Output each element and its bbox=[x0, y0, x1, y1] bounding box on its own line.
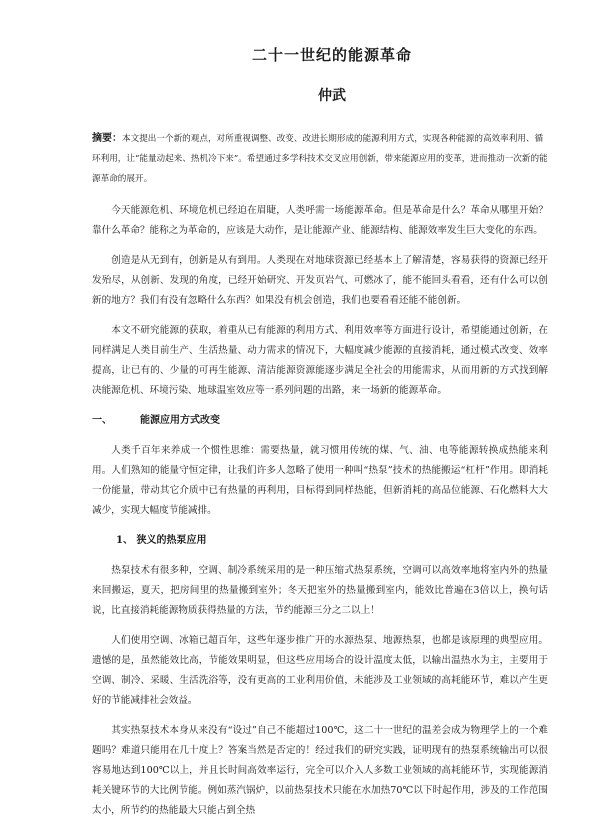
body-paragraph: 今天能源危机、环境危机已经迫在眉睫，人类呼需一场能源革命。但是革命是什么？革命从哪里开始？靠什么革命？能称之为革命的，应该是大动作，是让能源产业、能源结构、能源效率发生巨大变化的东西。 bbox=[92, 205, 548, 236]
section-heading bbox=[92, 411, 548, 431]
paper-title: 二十一世纪的能源革命 bbox=[251, 46, 412, 64]
abstract bbox=[92, 129, 548, 189]
body-paragraph: 其实热泵技术本身从来没有“设过”自己不能超过100℃，这二十一世纪的温差会成为物理学上的一个难题吗？难道只能用在几十度上？答案当然是否定的！经过我们的研究实践，证明现有的热泵系统输出可以很容易地达到100℃以上，并且长时间高效率运行，完全可以介入人多数工业领域的高耗能环节，实现能源消耗关键环节的大比例节能。例如蒸汽锅炉，以前热泵技术只能在水加热70℃以下时起作用，涉及的工作范围太小，所节约的热能最大只能占到全热 bbox=[92, 725, 548, 816]
paper-author: 仲武 bbox=[318, 88, 346, 104]
abstract-label: 摘要： bbox=[92, 133, 122, 144]
section-title: 能源应用方式改变 bbox=[140, 415, 220, 426]
abstract-text: 本文提出一个新的观点，对所重视调整、改变、改进长期形成的能源利用方式，实现各种能源的高效率利用、循环利用，让“能量动起来、热机冷下来”。希望通过多学科技术交叉应用创新，带来能源应用的变革，进而推动一次新的能源革命的展开。 bbox=[92, 134, 548, 184]
body-paragraph: 人们使用空调、冰箱已超百年，这些年逐步推广开的水源热泵、地源热泵，也都是该原理的典型应用。遗憾的是，虽然能效比高，节能效果明显，但这些应用场合的设计温度太低，以输出温热水为主，主要用于空调、制冷、采暖、生活洗浴等，没有更高的工业利用价值，未能涉及工业领域的高耗能环节，难以产生更好的节能减排社会效益。 bbox=[92, 635, 548, 706]
section-number: 一、 bbox=[92, 415, 112, 426]
body-paragraph: 热泵技术有很多种，空调、制冷系统采用的是一种压缩式热泵系统，空调可以高效率地将室内外的热量来回搬运，夏天，把房间里的热量搬到室外；冬天把室外的热量搬到室内，能效比普遍在3倍以上，换句话说，比直接消耗能源物质获得热量的方法，节约能源三分之二以上！ bbox=[92, 565, 548, 616]
body-paragraph: 人类千百年来养成一个惯性思维：需要热量，就习惯用传统的煤、气、油、电等能源转换成热能来利用。人们熟知的能量守恒定律，让我们许多人忽略了使用一种叫“热泵”技术的热能搬运“杠杆”作用。即消耗一份能量，带动其它介质中已有热量的再利用，目标得到同样热能，但新消耗的高品位能源、石化燃料大大减少，实现大幅度节能减排。 bbox=[92, 445, 548, 516]
body-paragraph: 本文不研究能源的获取，着重从已有能源的利用方式、利用效率等方面进行设计，希望能通过创新，在同样满足人类目前生产、生活热量、动力需求的情况下，大幅度减少能源的直接消耗，通过模式改变、效率提高，让已有的、少量的可再生能源、清洁能源资源能逐步满足全社会的用能需求，从而用新的方式找到解决能源危机、环境污染、地球温室效应等一系列问题的出路，来一场新的能源革命。 bbox=[92, 325, 548, 396]
subsection-heading: 1、 狭义的热泵应用 bbox=[116, 535, 207, 546]
body-paragraph: 创造是从无到有，创新是从有到用。人类现在对地球资源已经基本上了解清楚，容易获得的资源已经开发殆尽，从创新、发现的角度，已经开始研究、开发页岩气、可燃冰了，能不能回头看看，还有什么可以创新的地方？我们有没有忽略什么东西？如果没有机会创造，我们也要看看还能不能创新。 bbox=[92, 255, 548, 306]
